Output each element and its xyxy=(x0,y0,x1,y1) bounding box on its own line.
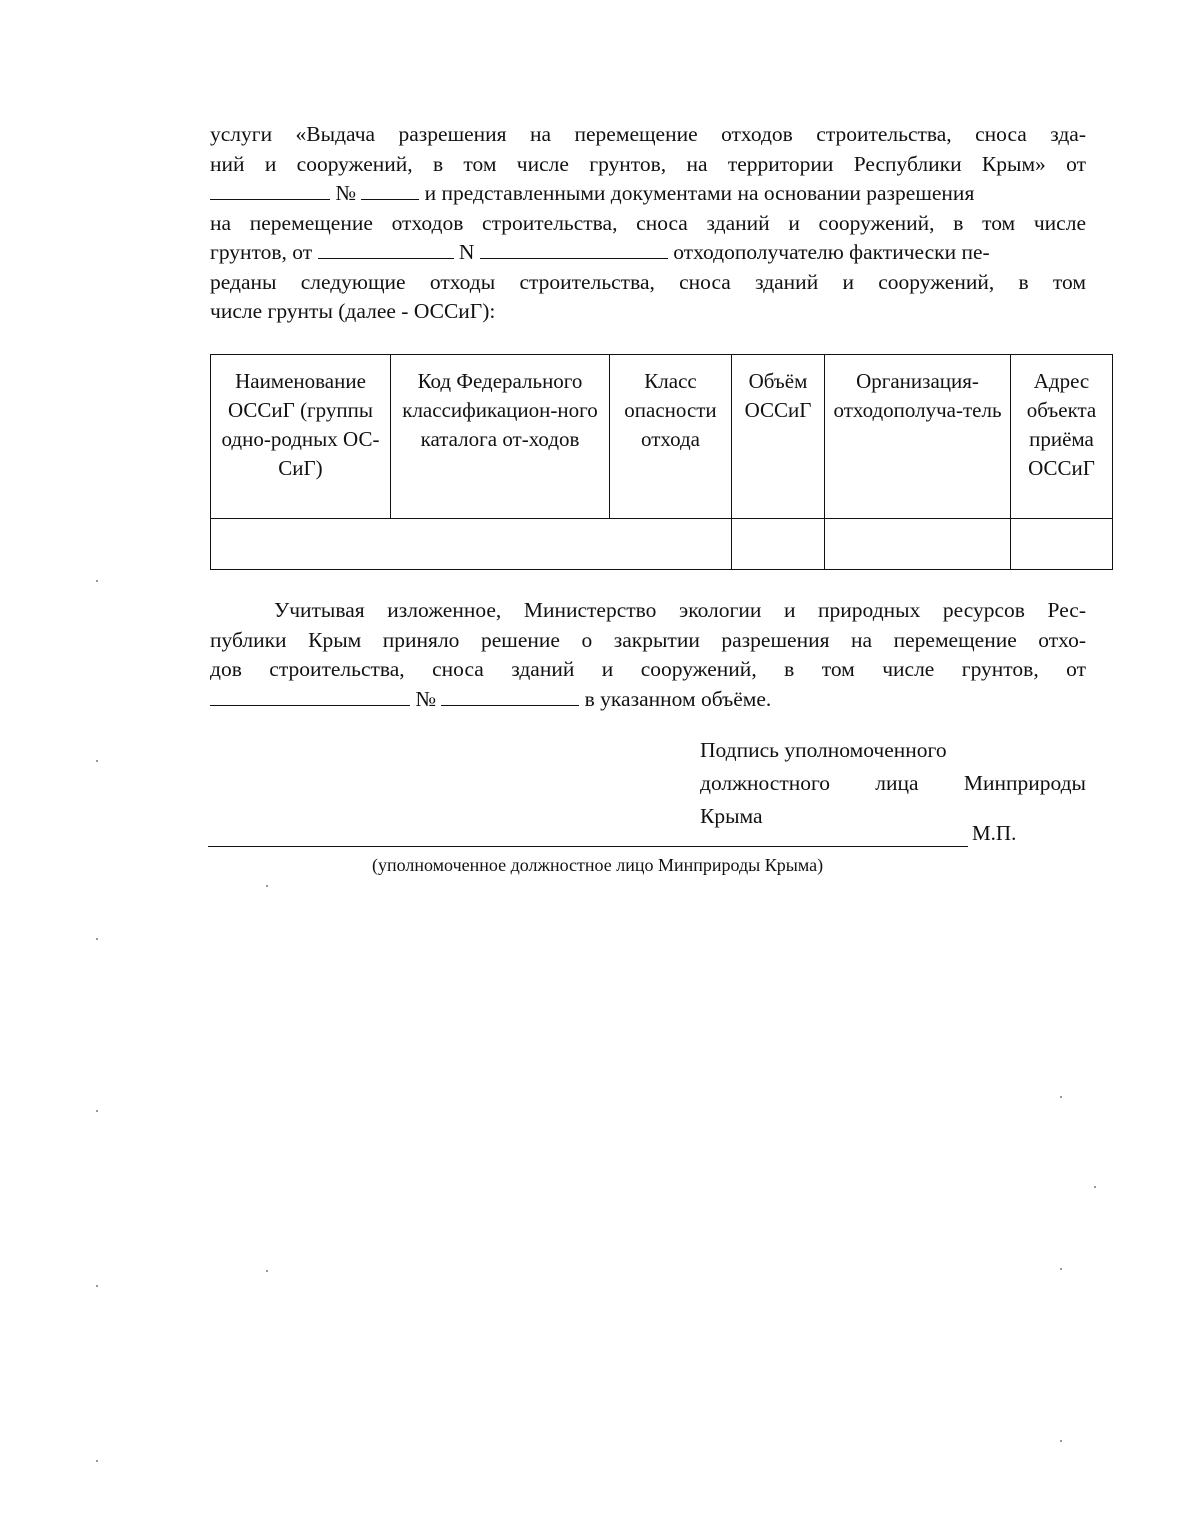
table-cell-recipient[interactable] xyxy=(825,519,1011,570)
intro-line-2: ний и сооружений, в том числе грунтов, на территории Республики Крым» от xyxy=(210,151,1086,176)
permit-date-blank xyxy=(318,238,454,259)
intro-line-4: на перемещение отходов строительства, сноса зданий и сооружений, в том числе xyxy=(210,210,1086,235)
number-sign: № xyxy=(335,181,356,205)
scan-speck xyxy=(96,938,98,940)
header-volume: Объём ОССиГ xyxy=(732,355,825,519)
header-fkko-code: Код Федерального классификацион-ного каталога от-ходов xyxy=(391,355,610,519)
decision-line-4-text: в указанном объёме. xyxy=(584,686,772,711)
scan-speck xyxy=(1060,1268,1062,1270)
waste-table xyxy=(210,354,1113,570)
scan-speck xyxy=(1094,1186,1096,1188)
intro-paragraph xyxy=(210,120,1086,327)
scan-speck xyxy=(96,760,98,762)
header-waste-name: Наименование ОССиГ (группы одно-родных ОС-СиГ) xyxy=(211,355,391,519)
decision-line-4 xyxy=(210,685,1086,715)
permit-number-blank xyxy=(480,238,668,259)
table-row xyxy=(211,519,1113,570)
number-blank xyxy=(361,179,419,200)
scan-speck xyxy=(1060,1440,1062,1442)
intro-line-6: реданы следующие отходы строительства, сноса зданий и сооружений, в том xyxy=(210,269,1086,294)
permit-number-sign: N xyxy=(458,240,475,264)
scan-speck xyxy=(1060,1096,1062,1098)
scan-speck xyxy=(96,1460,98,1462)
intro-line-5-a: грунтов, от xyxy=(210,240,313,264)
scan-speck xyxy=(96,1110,98,1112)
signature-caption: (уполномоченное должностное лицо Минприроды Крыма) xyxy=(372,855,824,875)
signature-line-1: Подпись уполномоченного xyxy=(700,738,947,762)
signature-line-3: Крыма xyxy=(700,804,763,828)
scan-speck xyxy=(96,1285,98,1287)
intro-line-5-b: отходополучателю фактически пе- xyxy=(673,240,990,264)
table-cell-waste-info[interactable] xyxy=(211,519,732,570)
scan-speck xyxy=(266,1270,268,1272)
stamp-label: М.П. xyxy=(972,821,1017,845)
decision-line-3: дов строительства, сноса зданий и сооружений, в том числе грунтов, от xyxy=(210,657,1086,681)
header-hazard-class: Класс опасности отхода xyxy=(610,355,732,519)
signature-block xyxy=(700,734,1086,833)
intro-line-1: услуги «Выдача разрешения на перемещение отходов строительства, сноса зда- xyxy=(210,122,1086,146)
closing-number-sign: № xyxy=(415,686,436,711)
table-cell-address[interactable] xyxy=(1011,519,1113,570)
intro-line-3 xyxy=(210,179,1086,209)
intro-line-3-text: и представленными документами на основании разрешения xyxy=(424,181,975,205)
signature-line-2: должностного лица Минприроды xyxy=(700,771,1086,795)
header-address: Адрес объекта приёма ОССиГ xyxy=(1011,355,1113,519)
decision-line-2: публики Крым приняло решение о закрытии разрешения на перемещение отхо- xyxy=(210,627,1086,652)
scan-speck xyxy=(96,580,98,582)
decision-line-1: Учитывая изложенное, Министерство экологии и природных ресурсов Рес- xyxy=(274,598,1086,622)
scan-speck xyxy=(266,885,268,887)
date-blank xyxy=(210,179,330,200)
table-header-row xyxy=(211,355,1113,519)
intro-line-7: числе грунты (далее - ОССиГ): xyxy=(210,299,496,323)
header-recipient: Организация-отходополуча-тель xyxy=(825,355,1011,519)
table-cell-volume[interactable] xyxy=(732,519,825,570)
closing-date-blank xyxy=(210,685,410,706)
closing-number-blank xyxy=(441,685,579,706)
intro-line-5 xyxy=(210,238,1086,268)
signature-rule[interactable] xyxy=(208,846,968,847)
decision-paragraph xyxy=(210,596,1086,714)
